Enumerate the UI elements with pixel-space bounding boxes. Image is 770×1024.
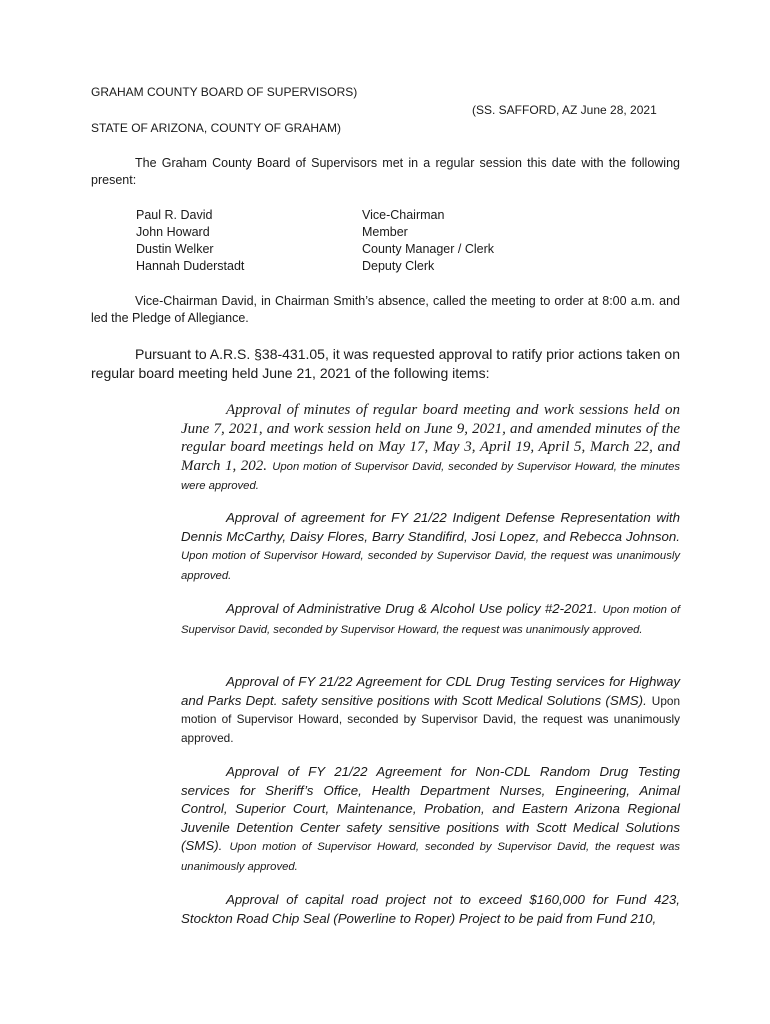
agenda-item xyxy=(181,600,680,639)
header-board-line: GRAHAM COUNTY BOARD OF SUPERVISORS) xyxy=(91,85,358,99)
agenda-item-motion: Upon motion of Supervisor Howard, seconded by Supervisor David, the request was unanimously approved. xyxy=(181,693,680,745)
intro-paragraph: The Graham County Board of Supervisors met in a regular session this date with the following present: xyxy=(91,156,680,187)
attendee-role: Member xyxy=(362,225,408,239)
agenda-item xyxy=(181,673,680,747)
attendee-role: County Manager / Clerk xyxy=(362,242,495,256)
attendee-role: Vice-Chairman xyxy=(362,208,445,222)
attendee-name: John Howard xyxy=(136,225,210,239)
agenda-item xyxy=(181,763,680,876)
agenda-item xyxy=(181,401,680,496)
attendee-role: Deputy Clerk xyxy=(362,259,435,273)
agenda-item-title: Approval of Administrative Drug & Alcohol Use policy #2-2021. xyxy=(226,601,598,616)
attendee-name: Paul R. David xyxy=(136,208,213,222)
agenda-item-title: Approval of minutes of regular board meeting and work sessions held on June 7, 2021, and work session held on June 9, 2021, and amended minutes of the regular board meetings held on May 17, May 3, April 19, April 5, March 22, and March 1, 202. xyxy=(181,402,680,474)
call-to-order-paragraph: Vice-Chairman David, in Chairman Smith’s absence, called the meeting to order at 8:00 a.m. and led the Pledge of Allegiance. xyxy=(91,294,680,325)
agenda-item-motion: Upon motion of Supervisor David, seconded by Supervisor Howard, the minutes were approved. xyxy=(181,460,680,492)
agenda-item xyxy=(181,891,680,928)
agenda-item-motion: Upon motion of Supervisor Howard, seconded by Supervisor David, the request was unanimously approved. xyxy=(181,550,680,582)
agenda-item-title: Approval of FY 21/22 Agreement for CDL Drug Testing services for Highway and Parks Dept. safety sensitive positions with Scott Medical Solutions (SMS). xyxy=(181,674,680,708)
agenda-item-motion: Upon motion of Supervisor Howard, seconded by Supervisor David, the request was unanimously approved. xyxy=(181,841,680,873)
agenda-item-title: Approval of capital road project not to exceed $160,000 for Fund 423, Stockton Road Chip Seal (Powerline to Roper) Project to be paid from Fund 210, xyxy=(181,892,680,926)
header-venue-date: (SS. SAFFORD, AZ June 28, 2021 xyxy=(472,103,657,117)
attendee-name: Dustin Welker xyxy=(136,242,214,256)
agenda-item-motion: Upon motion of Supervisor David, seconded by Supervisor Howard, the request was unanimously approved. xyxy=(181,604,680,636)
agenda-item-title: Approval of FY 21/22 Agreement for Non-CDL Random Drug Testing services for Sheriff’s Office, Health Department Nurses, Engineering, Animal Control, Superior Court, Maintenance, Probation, and Eastern Arizona Regional Juvenile Detention Center safety sensitive positions with Scott Medical Solutions (SMS). xyxy=(181,764,680,853)
attendee-name: Hannah Duderstadt xyxy=(136,259,245,273)
agenda-item-title: Approval of agreement for FY 21/22 Indigent Defense Representation with Dennis McCarthy, Daisy Flores, Barry Standifird, Josi Lopez, and Rebecca Johnson. xyxy=(181,510,680,544)
agenda-item xyxy=(181,509,680,585)
header-state-line: STATE OF ARIZONA, COUNTY OF GRAHAM) xyxy=(91,121,342,135)
ratify-paragraph: Pursuant to A.R.S. §38-431.05, it was requested approval to ratify prior actions taken on regular board meeting held June 21, 2021 of the following items: xyxy=(91,346,680,381)
